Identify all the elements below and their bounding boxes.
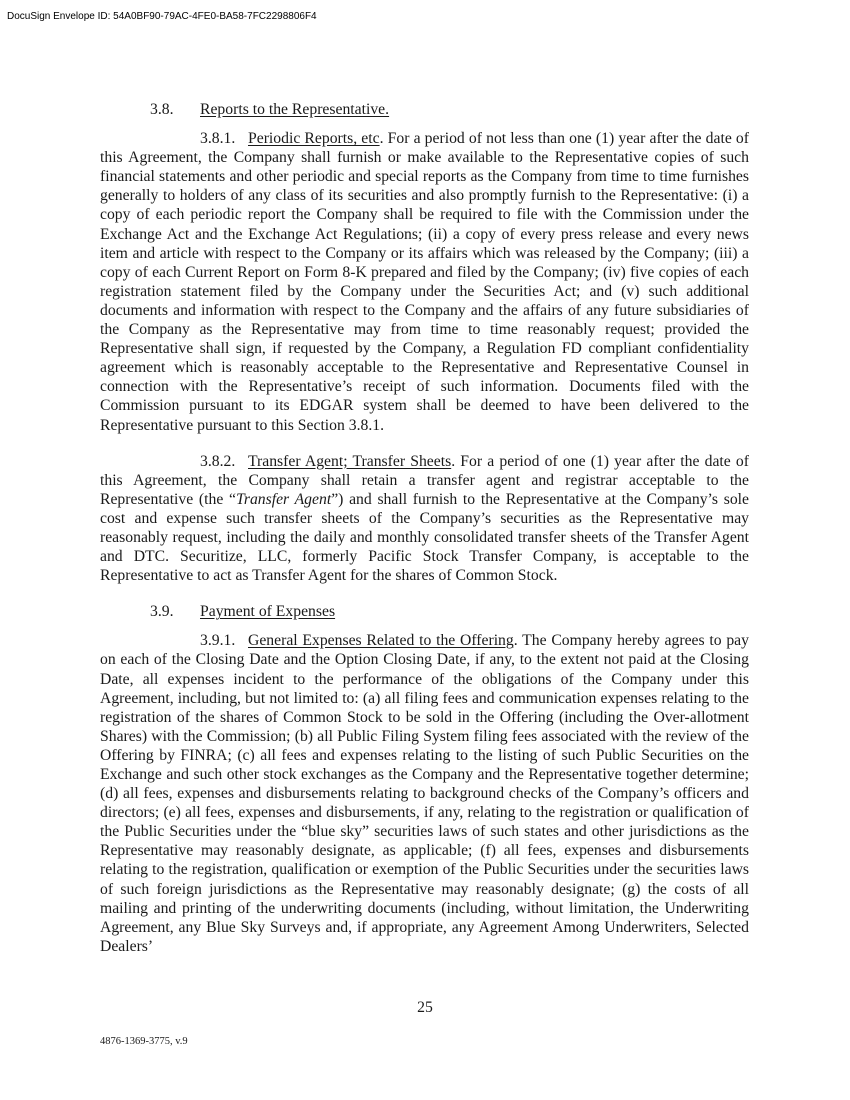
section-3-9-1-paragraph xyxy=(100,631,749,956)
section-number: 3.8.1. xyxy=(200,130,236,148)
defined-term: Transfer Agent xyxy=(235,490,332,508)
section-title: General Expenses Related to the Offering xyxy=(248,632,514,650)
docusign-envelope-id: DocuSign Envelope ID: 54A0BF90-79AC-4FE0-BA58-7FC2298806F4 xyxy=(7,11,317,22)
section-number: 3.8. xyxy=(150,101,174,118)
section-number: 3.9. xyxy=(150,603,174,621)
section-text: . For a period of one (1) year after the date of this Agreement, the Company shall retain a transfer agent and registrar acceptable to the Representative (the “ xyxy=(100,452,749,508)
section-number: 3.8.2. xyxy=(200,452,236,470)
section-title: Reports to the Representative. xyxy=(200,101,390,118)
page-number: 25 xyxy=(417,999,433,1016)
section-text: . For a period of not less than one (1) year after the date of this Agreement, the Company shall furnish or make available to the Representative copies of such financial statements and other periodic and special reports as the Company from time to time furnishes generally to holders of any class of its securities and also promptly furnish to the Representative: (i) a copy of each periodic report the Company shall be required to file with the Commission under the Exchange Act and the Exchange Act Regulations; (ii) a copy of every press release and every news item and article with respect to the Company or its affairs which was released by the Company; (iii) a copy of each Current Report on Form 8-K prepared and filed by the Company; (iv) five copies of each registration statement filed by the Company under the Securities Act; and (v) such additional documents and information with respect to the Company and the affairs of any future subsidiaries of the Company as the Representative may from time to time reasonably request; provided the Representative shall sign, if requested by the Company, a Regulation FD compliant confidentiality agreement which is reasonably acceptable to the Representative and Representative Counsel in connection with the Representative’s receipt of such information. Documents filed with the Commission pursuant to its EDGAR system shall be deemed to have been delivered to the Representative pursuant to this Section 3.8.1. xyxy=(100,130,749,434)
section-3-8-2-paragraph xyxy=(100,452,749,586)
section-number: 3.9.1. xyxy=(200,632,236,650)
section-title: Payment of Expenses xyxy=(200,603,336,621)
section-text: ”) and shall furnish to the Representative at the Company’s sole cost and expense such transfer sheets of the Company’s securities as the Representative may reasonably request, including the daily and monthly consolidated transfer sheets of the Transfer Agent and DTC. Securitize, LLC, formerly Pacific Stock Transfer Company, is acceptable to the Representative to act as Transfer Agent for the shares of Common Stock. xyxy=(100,490,749,585)
document-body xyxy=(100,100,749,956)
section-3-8-1-paragraph xyxy=(100,129,749,435)
section-text: . The Company hereby agrees to pay on each of the Closing Date and the Option Closing Date, if any, to the extent not paid at the Closing Date, all expenses incident to the performance of the obligations of the Company under this Agreement, including, but not limited to: (a) all filing fees and communication expenses relating to the registration of the shares of Common Stock to be sold in the Offering (including the Over-allotment Shares) with the Commission; (b) all Public Filing System filing fees associated with the review of the Offering by FINRA; (c) all fees and expenses relating to the listing of such Public Securities on the Exchange and such other stock exchanges as the Company and the Representative together determine; (d) all fees, expenses and disbursements relating to background checks of the Company’s officers and directors; (e) all fees, expenses and disbursements, if any, relating to the registration or qualification of the Public Securities under the “blue sky” securities laws of such states and other jurisdictions as the Representative may reasonably designate, as applicable; (f) all fees, expenses and disbursements relating to the registration, qualification or exemption of the Public Securities under the securities laws of such foreign jurisdictions as the Representative may reasonably designate; (g) the costs of all mailing and printing of the underwriting documents (including, without limitation, the Underwriting Agreement, any Blue Sky Surveys and, if appropriate, any Agreement Among Underwriters, Selected Dealers’ xyxy=(100,632,749,955)
section-3-9-heading xyxy=(100,602,749,621)
section-3-8-heading xyxy=(100,100,749,119)
section-title: Periodic Reports, etc xyxy=(248,130,380,148)
section-title: Transfer Agent; Transfer Sheets xyxy=(248,452,452,470)
document-id: 4876-1369-3775, v.9 xyxy=(100,1036,188,1047)
